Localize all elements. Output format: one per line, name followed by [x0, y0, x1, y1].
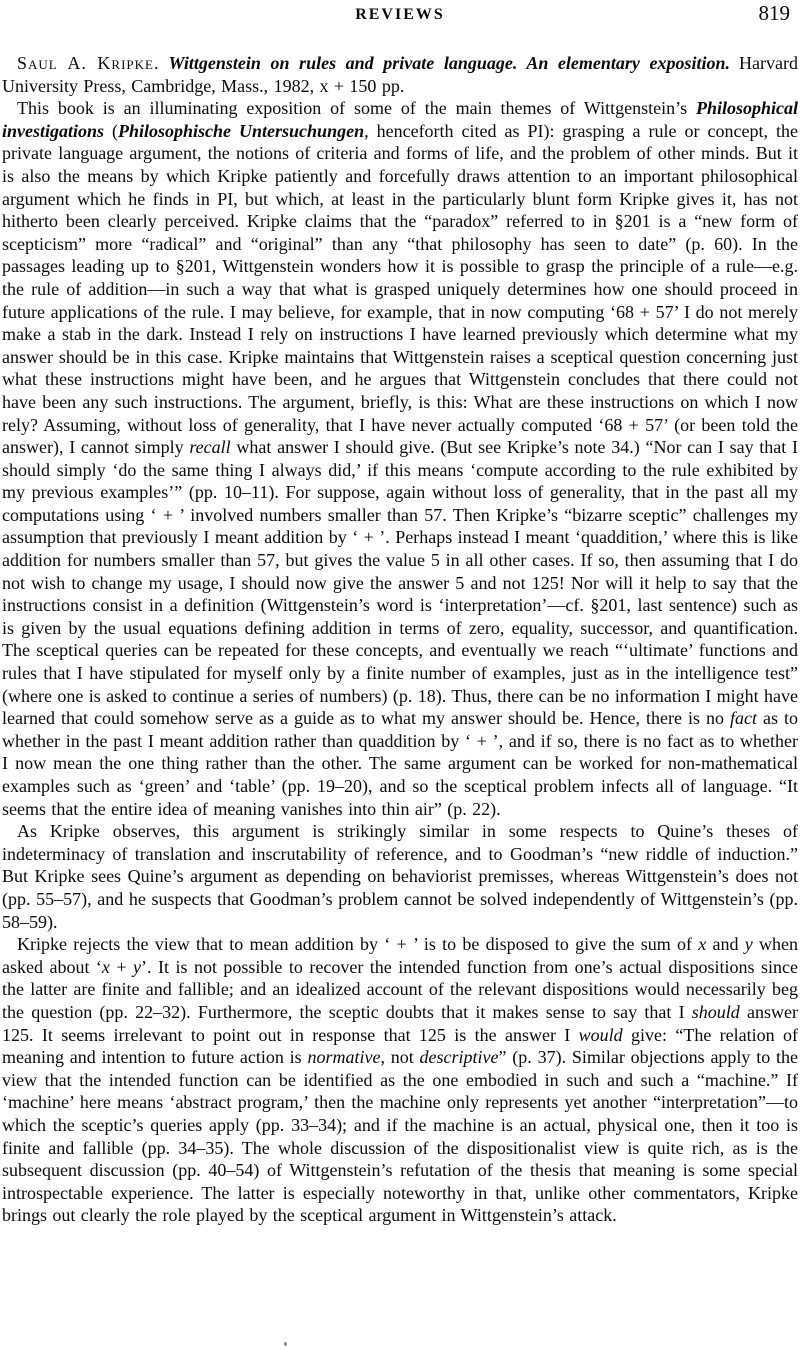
page-number: 819: [758, 1, 790, 25]
review-body: [2, 52, 798, 1227]
running-head: REVIEWS: [355, 6, 445, 23]
review-heading: Saul A. Kripke. Wittgenstein on rules and private language. An elementary exposition. Harvard University Press, Cambridge, Mass., 1982, x + 150 pp.: [2, 53, 798, 96]
page-header: [2, 1, 798, 26]
review-paragraph-2: As Kripke observes, this argument is strikingly similar in some respects to Quine’s theses of indeterminacy of translation and inscrutability of reference, and to Goodman’s “new riddle of induction.” But Kripke sees Quine’s argument as depending on behaviorist premisses, whereas Wittgenstein’s does not (pp. 55–57), and he suspects that Goodman’s problem cannot be solved independently of Wittgenstein’s (pp. 58–59).: [2, 821, 798, 932]
review-paragraph-3: Kripke rejects the view that to mean addition by ‘ + ’ is to be disposed to give the sum of x and y when asked about ‘x + y’. It is not possible to recover the intended function from one’s actual dispositions since the latter are finite and fallible; and an idealized account of the relevant dispositions would necessarily beg the question (pp. 22–32). Furthermore, the sceptic doubts that it makes sense to say that I should answer 125. It seems irrelevant to point out in response that 125 is the answer I would give: “The relation of meaning and intention to future action is normative, not descriptive” (p. 37). Similar objections apply to the view that the intended function can be identified as the one embodied in such and such a “machine.” If ‘machine’ here means ‘abstract program,’ then the machine only represents yet another “interpretation”—to which the sceptic’s queries apply (pp. 33–34); and if the machine is an actual, physical one, then it too is finite and fallible (pp. 34–35). The whole discussion of the dispositionalist view is quite rich, as is the subsequent discussion (pp. 40–54) of Wittgenstein’s refutation of the thesis that meaning is some special introspectable experience. The latter is especially noteworthy in that, unlike other commentators, Kripke brings out clearly the role played by the sceptical argument in Wittgenstein’s attack.: [2, 934, 799, 1226]
review-paragraph-1: This book is an illuminating exposition of some of the main themes of Wittgenstein’s Philosophical investigations (Philosophische Untersuchungen, henceforth cited as PI): grasping a rule or concept, the private language argument, the notions of criteria and forms of life, and the problem of other minds. But it is also the means by which Kripke patiently and forcefully draws attention to an important philosophical argument which he finds in PI, but which, at least in the particularly blunt form Kripke gives it, has not hitherto been clearly perceived. Kripke claims that the “paradox” referred to in §201 is a “new form of scepticism” more “radical” and “original” than any “that philosophy has seen to date” (p. 60). In the passages leading up to §201, Wittgenstein wonders how it is possible to grasp the principle of a rule—e.g. the rule of addition—in such a way that what is grasped uniquely determines how one should proceed in future applications of the rule. I may believe, for example, that in now computing ‘68 + 57’ I do not merely make a stab in the dark. Instead I rely on instructions I have learned previously which determine what my answer should be in this case. Kripke maintains that Wittgenstein raises a sceptical question concerning just what these instructions might have been, and he argues that Wittgenstein concludes that there could not have been any such instructions. The argument, briefly, is this: What are these instructions on which I now rely? Assuming, without loss of generality, that I have never actually computed ‘68 + 57’ (or been told the answer), I cannot simply recall what answer I should give. (But see Kripke’s note 34.) “Nor can I say that I should simply ‘do the same thing I always did,’ if this means ‘compute according to the rule exhibited by my previous examples’” (pp. 10–11). For suppose, again without loss of generality, that in the past all my computations using ‘ + ’ involved numbers smaller than 57. Then Kripke’s “bizarre sceptic” challenges my assumption that previously I meant addition by ‘ + ’. Perhaps instead I meant ‘quaddition,’ where this is like addition for numbers smaller than 57, but gives the value 5 in all other cases. If so, then assuming that I do not wish to change my usage, I should now give the answer 5 and not 125! Nor will it help to say that the instructions consist in a definition (Wittgenstein’s word is ‘interpretation’—cf. §201, last sentence) such as is given by the usual equations defining addition in terms of zero, equality, successor, and quantification. The sceptical queries can be repeated for these concepts, and eventually we reach “‘ultimate’ functions and rules that I have stipulated for myself only by a finite number of examples, just as in the intelligence test” (where one is asked to continue a series of numbers) (p. 18). Thus, there can be no information I might have learned that could somehow serve as a guide as to what my answer should be. Hence, there is no fact as to whether in the past I meant addition rather than quaddition by ‘ + ’, and if so, there is no fact as to whether I now mean the one thing rather than the other. The same argument can be worked for non-mathematical examples such as ‘green’ and ‘table’ (pp. 19–20), and so the sceptical problem infects all of language. “It seems that the entire idea of meaning vanishes into thin air” (p. 22).: [2, 98, 798, 819]
scan-artifact-dot: [284, 1342, 287, 1346]
